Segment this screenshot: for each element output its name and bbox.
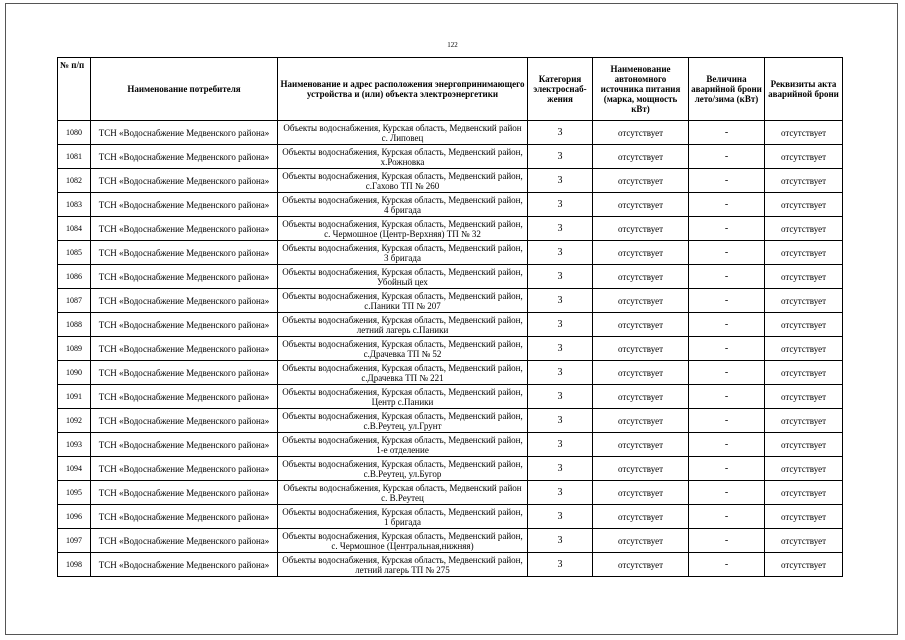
cell-reserve: -: [689, 505, 765, 529]
cell-num: 1092: [58, 409, 91, 433]
cell-source: отсутствует: [593, 337, 689, 361]
cell-category: 3: [528, 289, 593, 313]
cell-consumer: ТСН «Водоснабжение Медвенского района»: [91, 193, 278, 217]
cell-details: отсутствует: [765, 409, 843, 433]
header-details: Реквизиты акта аварийной брони: [765, 58, 843, 121]
header-num: № п/п: [58, 58, 91, 121]
cell-source: отсутствует: [593, 529, 689, 553]
cell-num: 1094: [58, 457, 91, 481]
cell-details: отсутствует: [765, 217, 843, 241]
cell-consumer: ТСН «Водоснабжение Медвенского района»: [91, 553, 278, 577]
table-row: [58, 145, 843, 169]
cell-reserve: -: [689, 337, 765, 361]
cell-source: отсутствует: [593, 169, 689, 193]
table-row: [58, 265, 843, 289]
cell-details: отсутствует: [765, 433, 843, 457]
cell-consumer: ТСН «Водоснабжение Медвенского района»: [91, 313, 278, 337]
cell-category: 3: [528, 217, 593, 241]
cell-num: 1087: [58, 289, 91, 313]
cell-reserve: -: [689, 289, 765, 313]
cell-details: отсутствует: [765, 337, 843, 361]
cell-object: Объекты водоснабжения, Курская область, Медвенский район, с.Гахово ТП № 260: [278, 169, 528, 193]
cell-object: Объекты водоснабжения, Курская область, Медвенский район, х.Рожновка: [278, 145, 528, 169]
cell-consumer: ТСН «Водоснабжение Медвенского района»: [91, 145, 278, 169]
cell-num: 1096: [58, 505, 91, 529]
cell-details: отсутствует: [765, 241, 843, 265]
page-number: 122: [447, 41, 458, 49]
cell-category: 3: [528, 169, 593, 193]
cell-num: 1085: [58, 241, 91, 265]
table-row: [58, 289, 843, 313]
cell-source: отсутствует: [593, 217, 689, 241]
cell-consumer: ТСН «Водоснабжение Медвенского района»: [91, 385, 278, 409]
cell-reserve: -: [689, 241, 765, 265]
cell-reserve: -: [689, 193, 765, 217]
table-row: [58, 313, 843, 337]
cell-object: Объекты водоснабжения, Курская область, Медвенский район, летний лагерь с.Паники: [278, 313, 528, 337]
table-row: [58, 409, 843, 433]
cell-category: 3: [528, 121, 593, 145]
cell-num: 1088: [58, 313, 91, 337]
cell-details: отсутствует: [765, 193, 843, 217]
table-row: [58, 361, 843, 385]
cell-details: отсутствует: [765, 385, 843, 409]
cell-details: отсутствует: [765, 553, 843, 577]
cell-object: Объекты водоснабжения, Курская область, Медвенский район, Центр с.Паники: [278, 385, 528, 409]
cell-reserve: -: [689, 145, 765, 169]
cell-consumer: ТСН «Водоснабжение Медвенского района»: [91, 241, 278, 265]
header-source: Наименование автономного источника питания (марка, мощность кВт): [593, 58, 689, 121]
header-consumer: Наименование потребителя: [91, 58, 278, 121]
cell-reserve: -: [689, 313, 765, 337]
cell-reserve: -: [689, 169, 765, 193]
cell-category: 3: [528, 385, 593, 409]
cell-reserve: -: [689, 457, 765, 481]
header-reserve: Величина аварийной брони лето/зима (кВт): [689, 58, 765, 121]
cell-source: отсутствует: [593, 481, 689, 505]
table-row: [58, 385, 843, 409]
cell-category: 3: [528, 457, 593, 481]
cell-category: 3: [528, 553, 593, 577]
cell-object: Объекты водоснабжения, Курская область, Медвенский район, 1 бригада: [278, 505, 528, 529]
cell-num: 1090: [58, 361, 91, 385]
cell-reserve: -: [689, 265, 765, 289]
cell-object: Объекты водоснабжения, Курская область, Медвенский район, Убойный цех: [278, 265, 528, 289]
cell-reserve: -: [689, 433, 765, 457]
cell-category: 3: [528, 505, 593, 529]
table-row: [58, 505, 843, 529]
cell-consumer: ТСН «Водоснабжение Медвенского района»: [91, 529, 278, 553]
cell-reserve: -: [689, 217, 765, 241]
cell-consumer: ТСН «Водоснабжение Медвенского района»: [91, 409, 278, 433]
cell-details: отсутствует: [765, 169, 843, 193]
cell-source: отсутствует: [593, 385, 689, 409]
table-row: [58, 529, 843, 553]
cell-num: 1098: [58, 553, 91, 577]
header-row: [58, 58, 843, 121]
cell-object: Объекты водоснабжения, Курская область, Медвенский район с. Липовец: [278, 121, 528, 145]
cell-details: отсутствует: [765, 505, 843, 529]
cell-num: 1083: [58, 193, 91, 217]
cell-details: отсутствует: [765, 265, 843, 289]
cell-category: 3: [528, 241, 593, 265]
cell-details: отсутствует: [765, 289, 843, 313]
cell-object: Объекты водоснабжения, Курская область, Медвенский район, летний лагерь ТП № 275: [278, 553, 528, 577]
cell-category: 3: [528, 145, 593, 169]
cell-object: Объекты водоснабжения, Курская область, Медвенский район, с.Паники ТП № 207: [278, 289, 528, 313]
cell-details: отсутствует: [765, 361, 843, 385]
cell-category: 3: [528, 433, 593, 457]
cell-category: 3: [528, 409, 593, 433]
cell-reserve: -: [689, 529, 765, 553]
table-row: [58, 433, 843, 457]
cell-details: отсутствует: [765, 529, 843, 553]
cell-reserve: -: [689, 553, 765, 577]
cell-consumer: ТСН «Водоснабжение Медвенского района»: [91, 433, 278, 457]
cell-reserve: -: [689, 361, 765, 385]
cell-source: отсутствует: [593, 121, 689, 145]
cell-source: отсутствует: [593, 433, 689, 457]
cell-consumer: ТСН «Водоснабжение Медвенского района»: [91, 121, 278, 145]
table-row: [58, 337, 843, 361]
cell-details: отсутствует: [765, 457, 843, 481]
cell-num: 1089: [58, 337, 91, 361]
cell-num: 1086: [58, 265, 91, 289]
cell-category: 3: [528, 337, 593, 361]
table-row: [58, 121, 843, 145]
cell-object: Объекты водоснабжения, Курская область, Медвенский район, с. Чермошное (Центр-Верхняя) ТП № 32: [278, 217, 528, 241]
cell-object: Объекты водоснабжения, Курская область, Медвенский район, с.В.Реутец, ул.Бугор: [278, 457, 528, 481]
cell-details: отсутствует: [765, 313, 843, 337]
cell-source: отсутствует: [593, 241, 689, 265]
cell-object: Объекты водоснабжения, Курская область, Медвенский район, с.В.Реутец, ул.Грунт: [278, 409, 528, 433]
table-row: [58, 553, 843, 577]
table-row: [58, 457, 843, 481]
cell-consumer: ТСН «Водоснабжение Медвенского района»: [91, 505, 278, 529]
cell-category: 3: [528, 529, 593, 553]
cell-consumer: ТСН «Водоснабжение Медвенского района»: [91, 337, 278, 361]
table-body: [58, 121, 843, 577]
cell-reserve: -: [689, 481, 765, 505]
cell-source: отсутствует: [593, 289, 689, 313]
cell-source: отсутствует: [593, 361, 689, 385]
cell-consumer: ТСН «Водоснабжение Медвенского района»: [91, 457, 278, 481]
cell-source: отсутствует: [593, 265, 689, 289]
cell-source: отсутствует: [593, 145, 689, 169]
cell-num: 1097: [58, 529, 91, 553]
cell-source: отсутствует: [593, 553, 689, 577]
cell-num: 1082: [58, 169, 91, 193]
cell-object: Объекты водоснабжения, Курская область, Медвенский район, с.Драчевка ТП № 221: [278, 361, 528, 385]
cell-consumer: ТСН «Водоснабжение Медвенского района»: [91, 265, 278, 289]
cell-consumer: ТСН «Водоснабжение Медвенского района»: [91, 217, 278, 241]
cell-object: Объекты водоснабжения, Курская область, Медвенский район, 1-е отделение: [278, 433, 528, 457]
table-row: [58, 241, 843, 265]
cell-consumer: ТСН «Водоснабжение Медвенского района»: [91, 289, 278, 313]
cell-details: отсутствует: [765, 145, 843, 169]
cell-object: Объекты водоснабжения, Курская область, Медвенский район с. В.Реутец: [278, 481, 528, 505]
cell-num: 1093: [58, 433, 91, 457]
table-row: [58, 481, 843, 505]
cell-reserve: -: [689, 385, 765, 409]
cell-consumer: ТСН «Водоснабжение Медвенского района»: [91, 169, 278, 193]
table-row: [58, 193, 843, 217]
cell-details: отсутствует: [765, 121, 843, 145]
table-row: [58, 169, 843, 193]
cell-details: отсутствует: [765, 481, 843, 505]
cell-consumer: ТСН «Водоснабжение Медвенского района»: [91, 481, 278, 505]
cell-category: 3: [528, 193, 593, 217]
cell-source: отсутствует: [593, 505, 689, 529]
cell-reserve: -: [689, 409, 765, 433]
cell-category: 3: [528, 481, 593, 505]
cell-object: Объекты водоснабжения, Курская область, Медвенский район, 4 бригада: [278, 193, 528, 217]
reserve-table: [57, 57, 843, 577]
cell-num: 1095: [58, 481, 91, 505]
cell-num: 1081: [58, 145, 91, 169]
cell-consumer: ТСН «Водоснабжение Медвенского района»: [91, 361, 278, 385]
cell-num: 1084: [58, 217, 91, 241]
cell-source: отсутствует: [593, 409, 689, 433]
cell-reserve: -: [689, 121, 765, 145]
table-row: [58, 217, 843, 241]
cell-num: 1091: [58, 385, 91, 409]
cell-num: 1080: [58, 121, 91, 145]
header-object: Наименование и адрес расположения энергопринимающего устройства и (или) объекта электроэнергетики: [278, 58, 528, 121]
cell-object: Объекты водоснабжения, Курская область, Медвенский район, с.Драчевка ТП № 52: [278, 337, 528, 361]
cell-category: 3: [528, 313, 593, 337]
cell-category: 3: [528, 265, 593, 289]
cell-source: отсутствует: [593, 313, 689, 337]
cell-source: отсутствует: [593, 193, 689, 217]
cell-object: Объекты водоснабжения, Курская область, Медвенский район, 3 бригада: [278, 241, 528, 265]
header-category: Категория электроснаб-жения: [528, 58, 593, 121]
cell-object: Объекты водоснабжения, Курская область, Медвенский район, с. Чермошное (Центральная,нижняя): [278, 529, 528, 553]
cell-source: отсутствует: [593, 457, 689, 481]
cell-category: 3: [528, 361, 593, 385]
